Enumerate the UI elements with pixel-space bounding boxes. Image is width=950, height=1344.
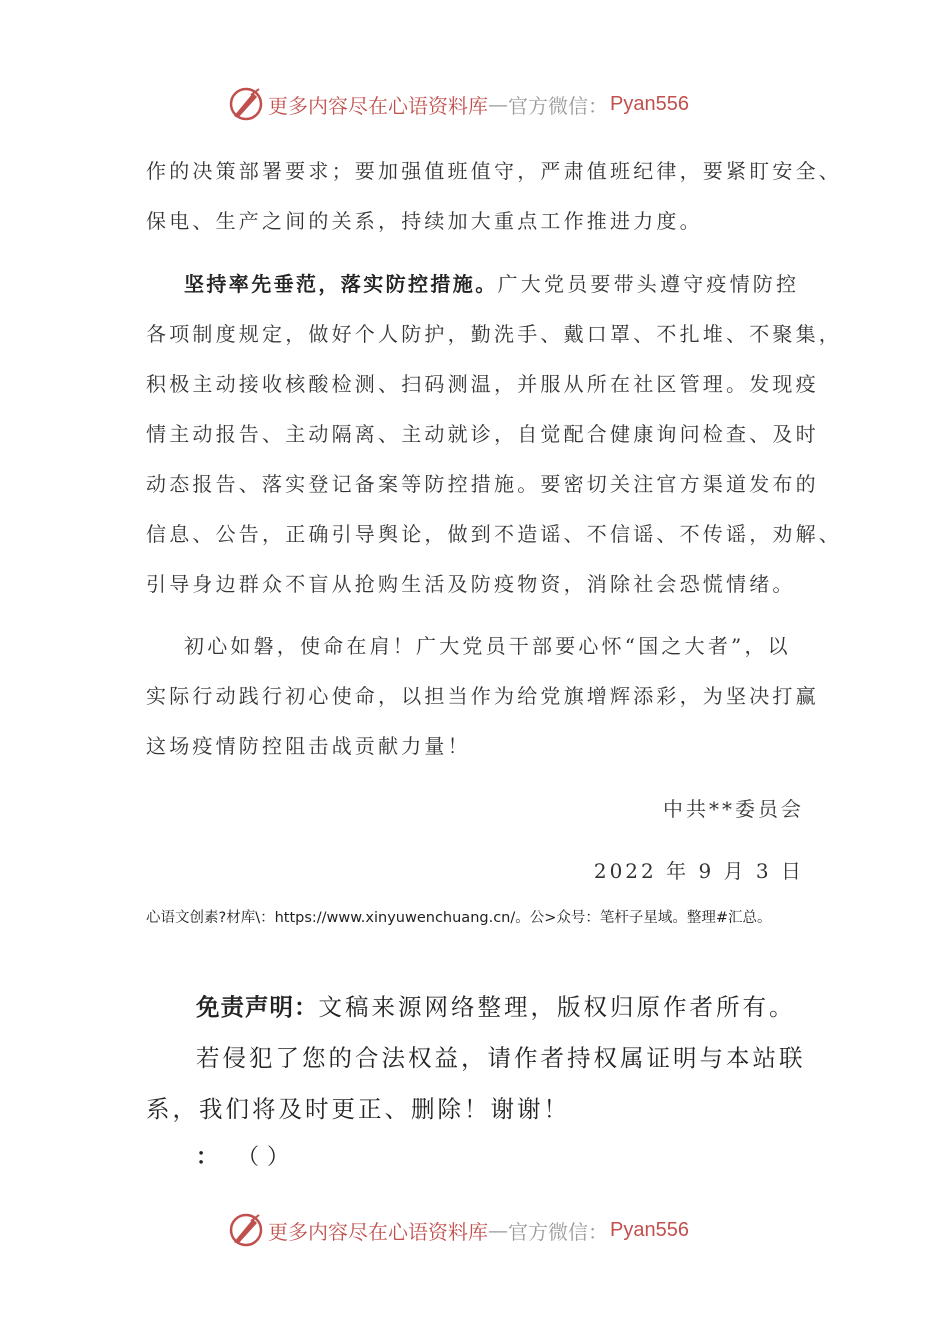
banner-wechat-id: Pyan556 [610, 92, 689, 115]
disclaimer-line3: 系，我们将及时更正、删除！谢谢！ [146, 1095, 570, 1123]
disclaimer-text: 文稿来源网络整理，版权归原作者所有。 [318, 993, 796, 1021]
paragraph2-line: 各项制度规定，做好个人防护，勤洗手、戴口罩、不扎堆、不聚集， [146, 322, 842, 346]
banner-wechat-label: 官方微信： [508, 93, 608, 118]
signature-org: 中共**委员会 [663, 797, 804, 821]
quill-pen-icon [228, 86, 264, 122]
trailing-parens: （） [248, 1145, 298, 1170]
paragraph2-heading: 坚持率先垂范，落实防控措施。 [184, 272, 498, 296]
banner-wechat-id: Pyan556 [610, 1218, 689, 1241]
signature-date: 2022 年 9 月 3 日 [593, 859, 804, 883]
paragraph2-line: 情主动报告、主动隔离、主动就诊，自觉配合健康询问检查、及时 [146, 422, 819, 446]
paragraph2-first-line [184, 270, 864, 298]
paragraph3-line: 实际行动践行初心使命，以担当作为给党旗增辉添彩，为坚决打赢 [146, 684, 819, 708]
banner-text: 更多内容尽在心语资料库 [268, 93, 488, 118]
banner-dash: — [488, 92, 508, 116]
disclaimer-label: 免责声明： [196, 993, 319, 1021]
banner-wechat-label: 官方微信： [508, 1219, 608, 1244]
trailing-colon: ： [196, 1145, 219, 1170]
header-banner [228, 84, 728, 124]
paragraph2-first-line-text: 广大党员要带头遵守疫情防控 [497, 272, 800, 296]
quill-pen-icon [228, 1212, 264, 1248]
banner-dash: — [488, 1218, 508, 1242]
footer-banner [228, 1210, 728, 1250]
paragraph2-line: 动态报告、落实登记备案等防控措施。要密切关注官方渠道发布的 [146, 472, 819, 496]
disclaimer-line2: 若侵犯了您的合法权益，请作者持权属证明与本站联 [196, 1044, 806, 1072]
paragraph3-line: 初心如磐，使命在肩！广大党员干部要心怀“国之大者”，以 [184, 634, 791, 658]
banner-text: 更多内容尽在心语资料库 [268, 1219, 488, 1244]
paragraph2-line: 引导身边群众不盲从抢购生活及防疫物资，消除社会恐慌情绪。 [146, 572, 796, 596]
paragraph2-line: 积极主动接收核酸检测、扫码测温，并服从所在社区管理。发现疫 [146, 372, 819, 396]
paragraph1-line: 保电、生产之间的关系，持续加大重点工作推进力度。 [146, 209, 703, 233]
paragraph2-line: 信息、公告，正确引导舆论，做到不造谣、不信谣、不传谣，劝解、 [146, 522, 842, 546]
paragraph3-line: 这场疫情防控阻击战贡献力量！ [146, 734, 471, 758]
disclaimer-line1 [196, 990, 796, 1024]
trailing-line [196, 1140, 297, 1171]
source-note: 心语文创素?材库\：https://www.xinyuwenchuang.cn/。公>众号：笔杆子星域。整理#汇总。 [146, 910, 772, 926]
paragraph1-line: 作的决策部署要求；要加强值班值守，严肃值班纪律，要紧盯安全、 [146, 159, 842, 183]
